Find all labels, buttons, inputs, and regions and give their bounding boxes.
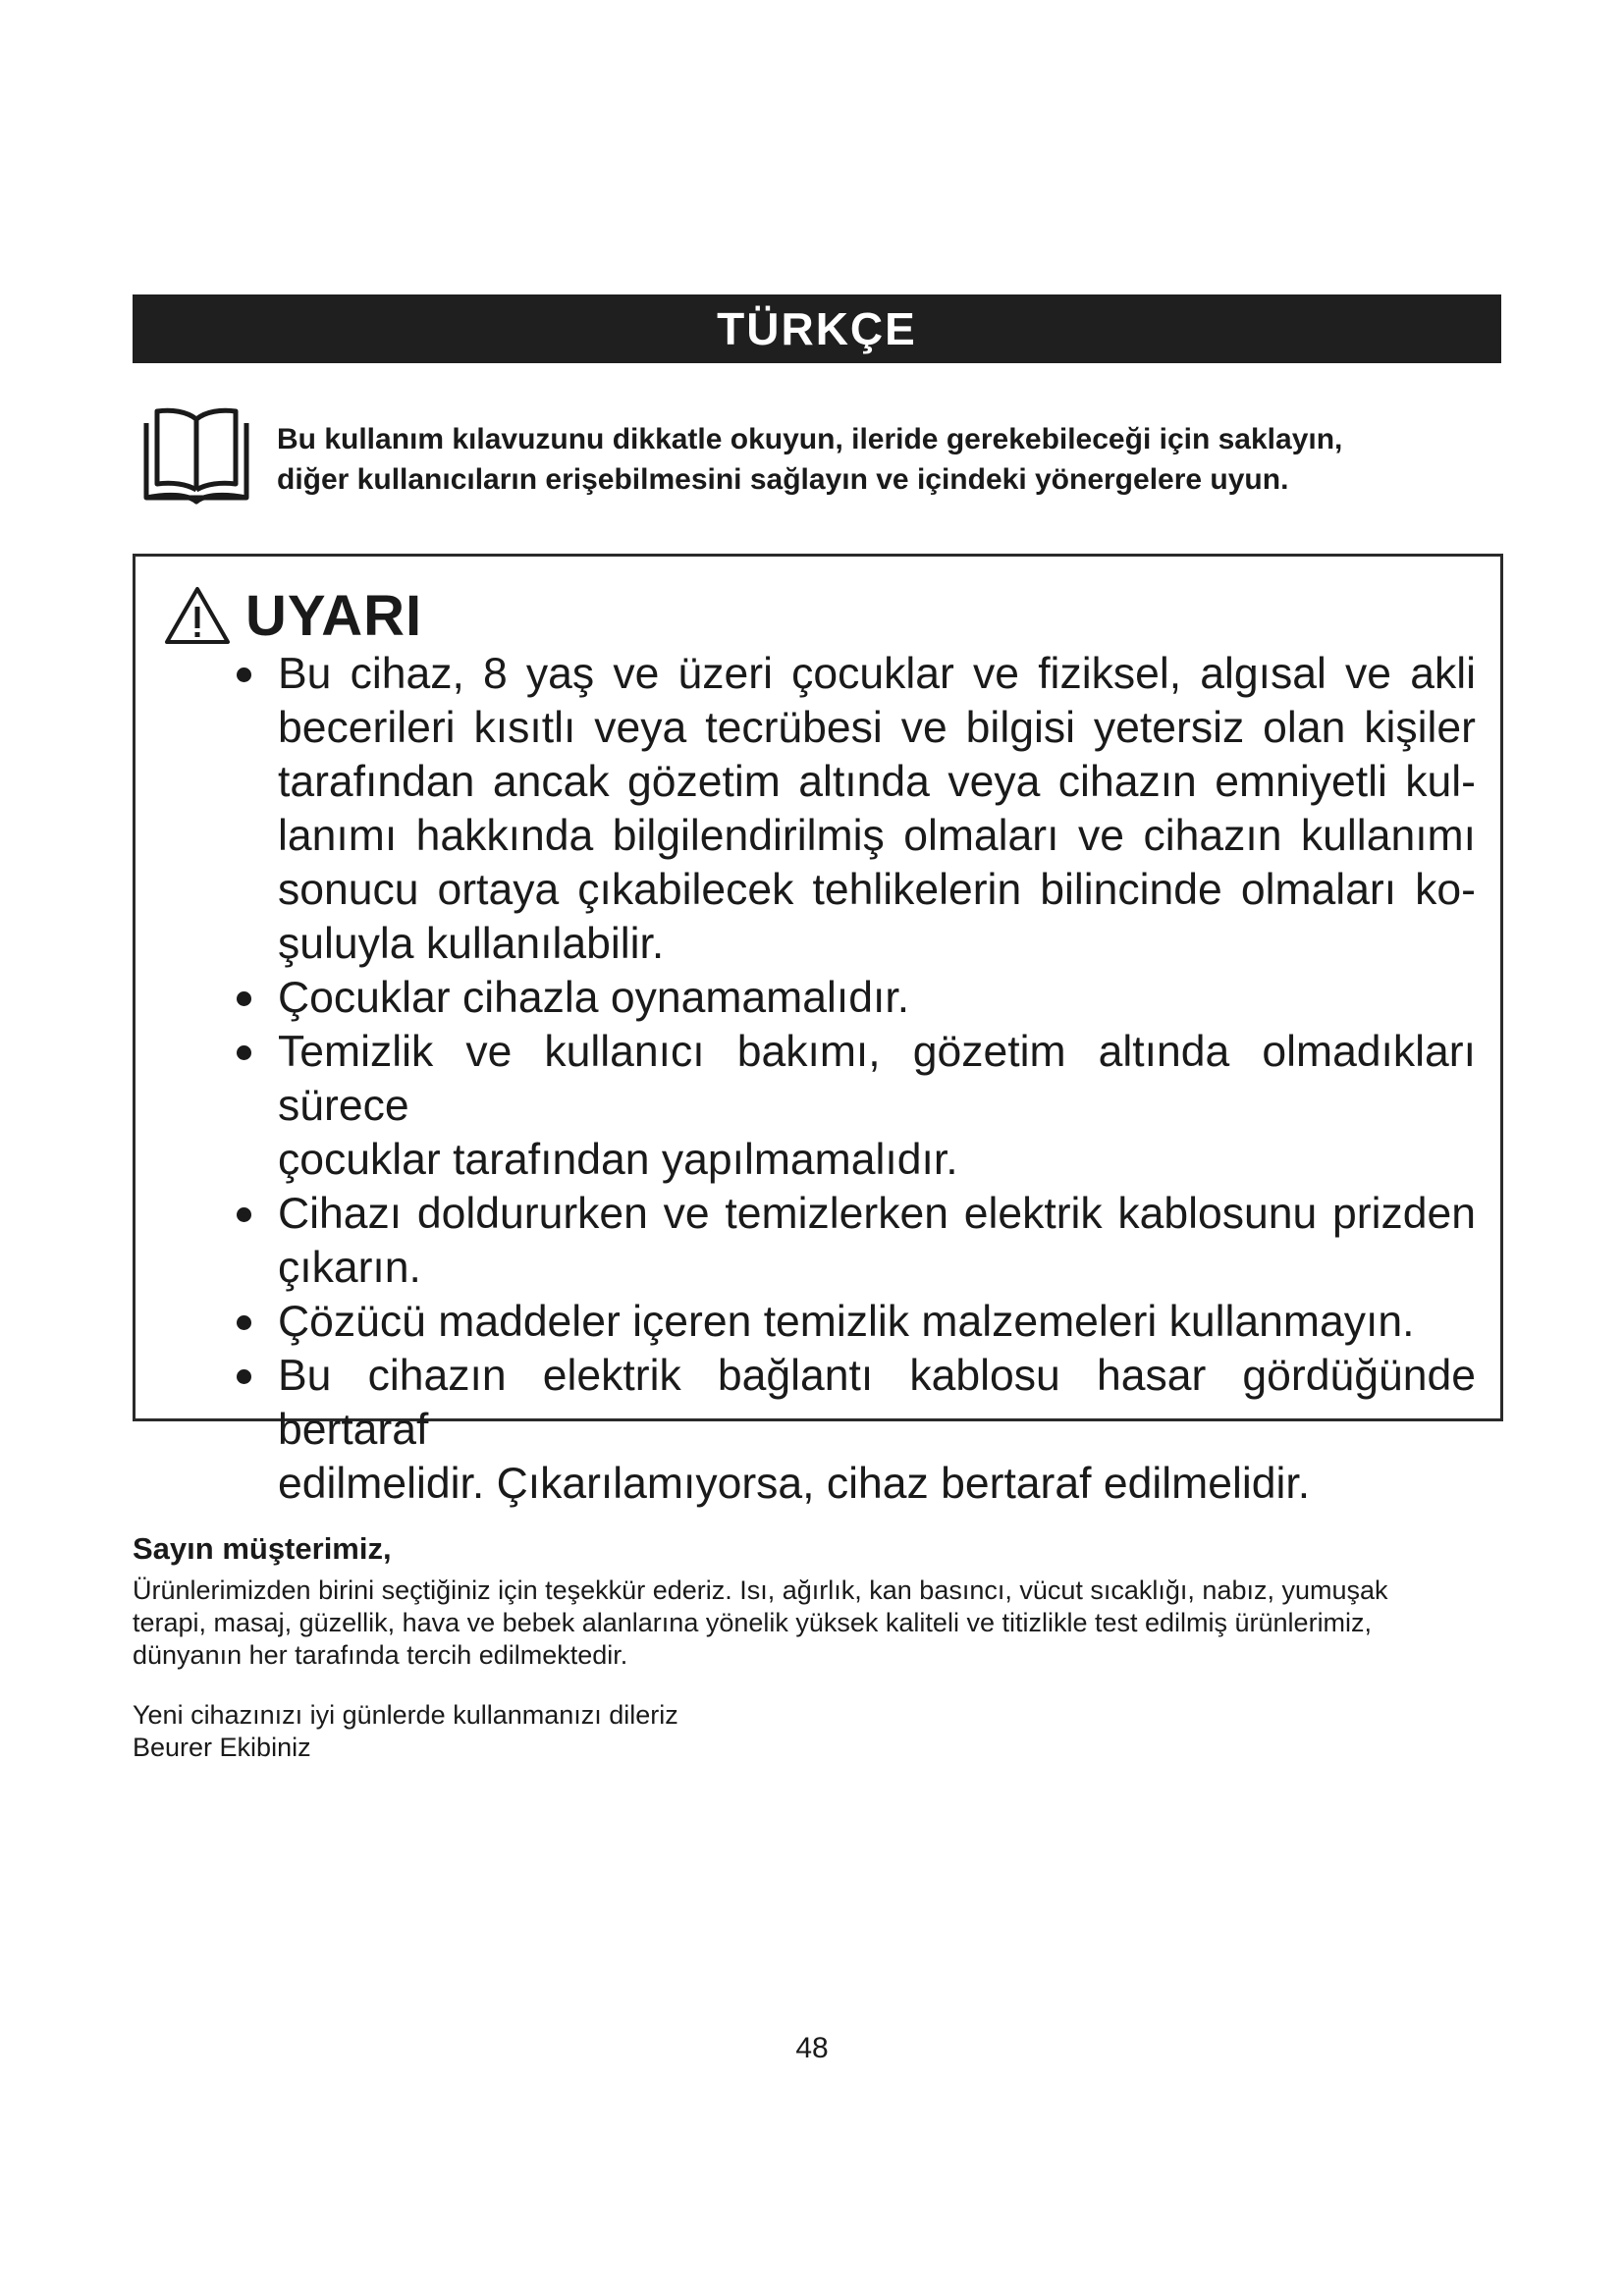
book-icon [133, 400, 260, 507]
warning-line: çocuklar tarafından yapılmamalıdır. [278, 1136, 958, 1184]
warning-list [229, 647, 1476, 1511]
warning-line: Bu cihaz, 8 yaş ve üzeri çocuklar ve fiziksel, algısal ve akli [278, 650, 1476, 698]
greeting-section [133, 1529, 1501, 1764]
list-item [229, 1025, 1476, 1187]
language-title: TÜRKÇE [717, 303, 917, 354]
list-item [229, 1349, 1476, 1511]
warning-line: çıkarın. [278, 1244, 421, 1292]
bullet-icon [237, 991, 251, 1006]
intro-line: Bu kullanım kılavuzunu dikkatle okuyun, ileride gerekebileceği için saklayın, [277, 423, 1343, 455]
bullet-icon [237, 1207, 251, 1222]
warning-line: Bu cihazın elektrik bağlantı kablosu hasar gördüğünde bertaraf [278, 1352, 1476, 1454]
warning-line: tarafından ancak gözetim altında veya cihazın emniyetli kul- [278, 758, 1476, 806]
greeting-body [133, 1575, 1501, 1672]
warning-title: UYARI [245, 583, 423, 648]
warning-line: Çözücü maddeler içeren temizlik malzemeleri kullanmayın. [278, 1298, 1415, 1346]
bullet-icon [237, 667, 251, 682]
intro-section [133, 398, 1501, 515]
bullet-icon [237, 1315, 251, 1330]
warning-line: şuluyla kullanılabilir. [278, 920, 665, 968]
intro-text [277, 419, 1504, 500]
warning-triangle-icon [163, 585, 232, 646]
list-item [229, 1187, 1476, 1295]
warning-line: becerileri kısıtlı veya tecrübesi ve bilgisi yetersiz olan kişiler [278, 704, 1476, 752]
bullet-icon [237, 1369, 251, 1384]
list-item [229, 1295, 1476, 1349]
warning-line: Temizlik ve kullanıcı bakımı, gözetim altında olmadıkları sürece [278, 1028, 1476, 1130]
sign-off [133, 1699, 1501, 1764]
greeting-line: dünyanın her tarafında tercih edilmektedir. [133, 1640, 628, 1670]
warning-line: Cihazı doldururken ve temizlerken elektrik kablosunu prizden [278, 1190, 1476, 1238]
greeting-line: Ürünlerimizden birini seçtiğiniz için teşekkür ederiz. Isı, ağırlık, kan basıncı, vücut sıcaklığı, nabız, yumuşak [133, 1575, 1388, 1605]
intro-line: diğer kullanıcıların erişebilmesini sağlayın ve içindeki yönergelere uyun. [277, 463, 1289, 496]
warning-line: lanımı hakkında bilgilendirilmiş olmaları ve cihazın kullanımı [278, 812, 1476, 860]
signature: Beurer Ekibiniz [133, 1733, 311, 1762]
warning-heading [163, 576, 422, 655]
list-item [229, 971, 1476, 1025]
closing-line: Yeni cihazınızı iyi günlerde kullanmanızı dileriz [133, 1700, 678, 1730]
list-item [229, 647, 1476, 971]
warning-box [133, 554, 1503, 1508]
bullet-icon [237, 1045, 251, 1060]
greeting-title: Sayın müşterimiz, [133, 1531, 392, 1566]
language-header [133, 294, 1501, 363]
warning-line: edilmelidir. Çıkarılamıyorsa, cihaz bertaraf edilmelidir. [278, 1460, 1311, 1508]
warning-line: sonucu ortaya çıkabilecek tehlikelerin bilincinde olmaları ko- [278, 866, 1476, 914]
warning-line: Çocuklar cihazla oynamamalıdır. [278, 974, 910, 1022]
greeting-line: terapi, masaj, güzellik, hava ve bebek alanlarına yönelik yüksek kaliteli ve titizlikle test edilmiş ürünlerimiz, [133, 1608, 1373, 1637]
page-number: 48 [795, 2032, 829, 2064]
